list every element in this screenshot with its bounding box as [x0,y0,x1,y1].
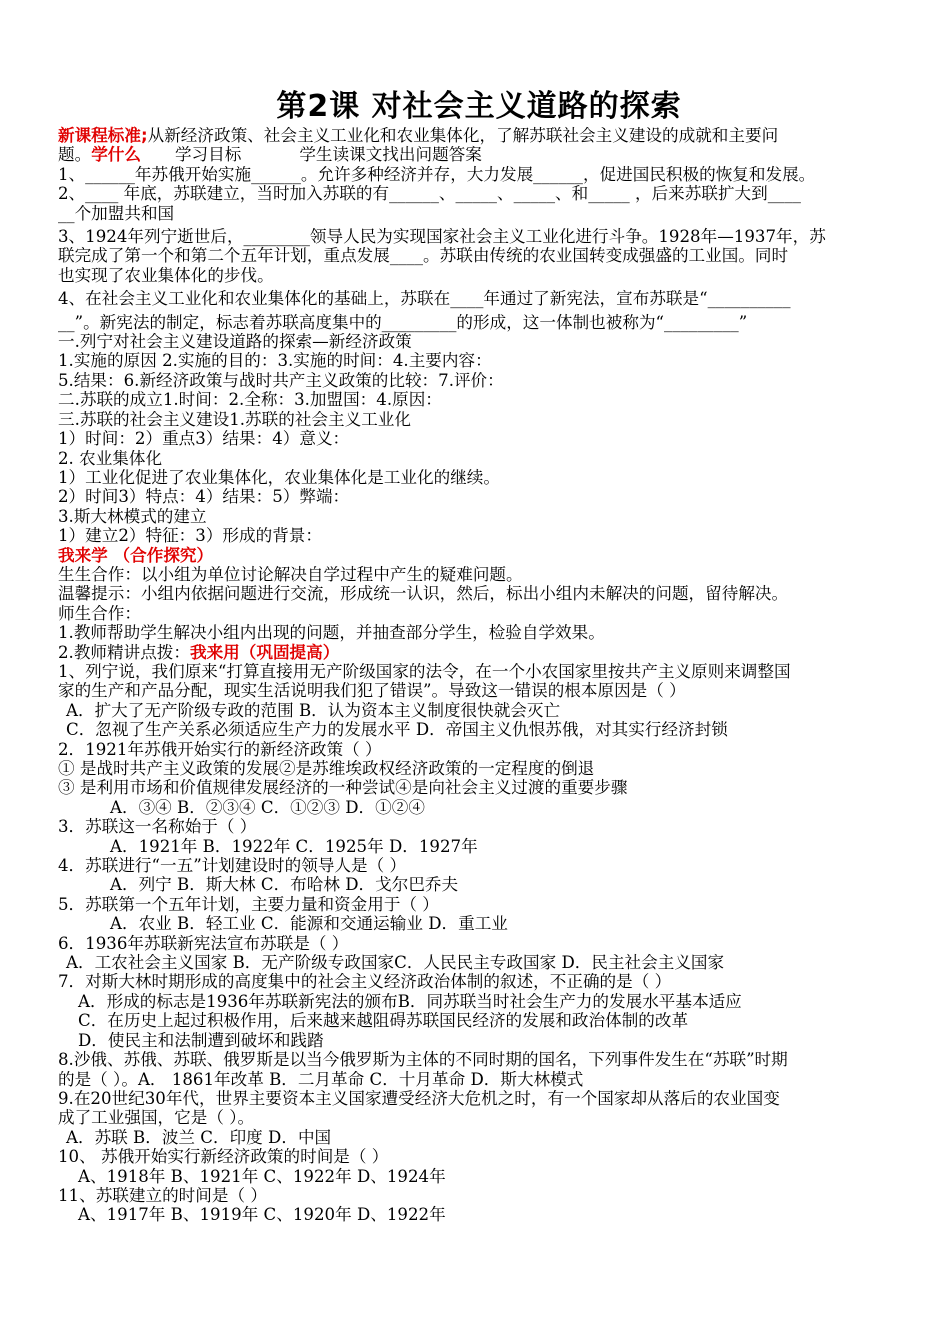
question-option: A．扩大了无产阶级专政的范围 B．认为资本主义制度很快就会灭亡 [66,700,561,720]
question-line: 1、列宁说，我们原来“打算直接用无产阶级国家的法令，在一个小农国家里按共产主义原则来调整国 [58,661,791,681]
question-line: 8.沙俄、苏俄、苏联、俄罗斯是以当今俄罗斯为主体的不同时期的国名，下列事件发生在“苏联”时期 [58,1050,788,1070]
question-option: A．工农社会主义国家 B．无产阶级专政国家C．人民民主专政国家 D．民主社会主义国家 [66,953,725,973]
question-option: A、1918年 B、1921年 C、1922年 D、1924年 [78,1166,446,1186]
teacher-explain-label: 2.教师精讲点拨： [58,642,190,662]
question-line: 7．对斯大林时期形成的高度集中的社会主义经济政治体制的叙述，不正确的是（ ） [58,972,672,992]
question-option: A．列宁 B．斯大林 C．布哈林 D．戈尔巴乔夫 [110,875,459,895]
curriculum-standard-label: 新课程标准; [58,126,148,145]
question-line: 4．苏联进行“一五”计划建设时的领导人是（ ） [58,856,407,876]
question-option: D．使民主和法制遭到破坏和践踏 [78,1030,324,1050]
outline-line: 1）时间：2）重点3）结果：4）意义： [58,429,350,449]
outline-line: 三.苏联的社会主义建设1.苏联的社会主义工业化 [58,409,411,429]
fill-line: __个加盟共和国 [58,203,175,223]
question-line: 3．苏联这一名称始于（ ） [58,817,257,837]
question-line: 的是（ ）。A． 1861年改革 B．二月革命 C．十月革命 D．斯大林模式 [58,1069,584,1089]
fill-line: 1、______年苏俄开始实施______。允许多种经济并存，大力发展______，促进国民积极的恢复和发展。 [58,164,816,184]
outline-line: 1.实施的原因 2.实施的目的：3.实施的时间：4.主要内容： [58,351,492,371]
question-line: ① 是战时共产主义政策的发展②是苏维埃政权经济政策的一定程度的倒退 [58,759,595,778]
fill-line: 也实现了农业集体化的步伐。 [58,265,274,285]
question-option: C．在历史上起过积极作用，后来越来越阻碍苏联国民经济的发展和政治体制的改革 [78,1011,689,1031]
question-option: A．1921年 B．1922年 C．1925年 D．1927年 [110,836,478,856]
question-line: 家的生产和产品分配，现实生活说明我们犯了错误”。导致这一错误的根本原因是（ ） [58,681,686,701]
outline-line: 5.结果：6.新经济政策与战时共产主义政策的比较：7.评价： [58,370,504,390]
cooperate-line: 温馨提示：小组内依据问题进行交流，形成统一认识，然后，标出小组内未解决的问题，留待解决。 [58,584,789,604]
curriculum-standard-line-1 [58,126,900,145]
question-line: 5．苏联第一个五年计划，主要力量和资金用于（ ） [58,894,439,914]
outline-line: 2）时间3）特点：4）结果：5）弊端： [58,487,350,507]
xueshenme-label: 学什么 [91,145,141,165]
fill-line: __”。新宪法的制定，标志着苏联高度集中的_________的形成，这一体制也被称为“_________” [58,312,748,332]
curriculum-standard-text-2: 题。 [58,145,92,165]
fill-line: 2、____ 年底，苏联建立，当时加入苏联的有______、_____、_____、和_____ ，后来苏联扩大到____ [58,184,801,204]
question-line: 2．1921年苏俄开始实行的新经济政策（ ） [58,739,382,759]
fill-line: 3、1924年列宁逝世后，________领导人民为实现国家社会主义工业化进行斗争。1928年—1937年，苏 [58,227,826,247]
outline-line: 二.苏联的成立1.时间：2.全称：3.加盟国：4.原因： [58,390,442,410]
cooperate-line: 生生合作：以小组为单位讨论解决自学过程中产生的疑难问题。 [58,564,523,584]
question-line: 11、苏联建立的时间是（ ） [58,1185,267,1205]
cooperate-line-5 [58,643,900,662]
fill-line: 联完成了第一个和第二个五年计划，重点发展____。苏联由传统的农业国转变成强盛的工业国。同时 [58,246,789,266]
question-line: 9.在20世纪30年代，世界主要资本主义国家遭受经济大危机之时，有一个国家却从落后的农业国变 [58,1088,780,1108]
question-line: 成了工业强国，它是（ ）。 [58,1108,255,1128]
outline-line: 2. 农业集体化 [58,448,163,468]
question-option: A．形成的标志是1936年苏联新宪法的颁布B．同苏联当时社会生产力的发展水平基本适应 [78,991,742,1011]
wolaiyong-heading: 我来用（巩固提高） [190,642,340,662]
question-option: A．苏联 B．波兰 C．印度 D．中国 [66,1127,332,1147]
outline-line: 1）工业化促进了农业集体化，农业集体化是工业化的继续。 [58,467,500,487]
task-label: 学生读课文找出问题答案 [299,145,482,165]
cooperate-line: 师生合作： [58,603,141,623]
outline-line: 1）建立2）特征：3）形成的背景： [58,526,322,546]
outline-line: 一.列宁对社会主义建设道路的探索—新经济政策 [58,332,412,352]
cooperate-line: 1.教师帮助学生解决小组内出现的问题，并抽查部分学生，检验自学效果。 [58,623,605,643]
cooperate-heading: 我来学 （合作探究） [58,545,214,565]
question-option: A．③④ B．②③④ C．①②③ D．①②④ [110,797,425,817]
question-option: A．农业 B．轻工业 C．能源和交通运输业 D．重工业 [110,914,508,934]
question-line: ③ 是利用市场和价值规律发展经济的一种尝试④是向社会主义过渡的重要步骤 [58,778,628,798]
page-title: 第2课 对社会主义道路的探索 [276,89,682,124]
question-line: 6．1936年苏联新宪法宣布苏联是（ ） [58,933,349,953]
learning-goal-label: 学习目标 [174,145,242,165]
question-option: C．忽视了生产关系必须适应生产力的发展水平 D．帝国主义仇恨苏俄，对其实行经济封锁 [66,720,728,740]
question-option: A、1917年 B、1919年 C、1920年 D、1922年 [78,1205,446,1225]
question-line: 10、 苏俄开始实行新经济政策的时间是（ ） [58,1147,389,1167]
curriculum-standard-text: 从新经济政策、社会主义工业化和农业集体化，了解苏联社会主义建设的成就和主要问 [147,126,779,145]
curriculum-standard-line-2 [58,145,900,164]
outline-line: 3.斯大林模式的建立 [58,506,207,526]
fill-line: 4、在社会主义工业化和农业集体化的基础上，苏联在____年通过了新宪法，宣布苏联是“__________ [58,289,791,309]
